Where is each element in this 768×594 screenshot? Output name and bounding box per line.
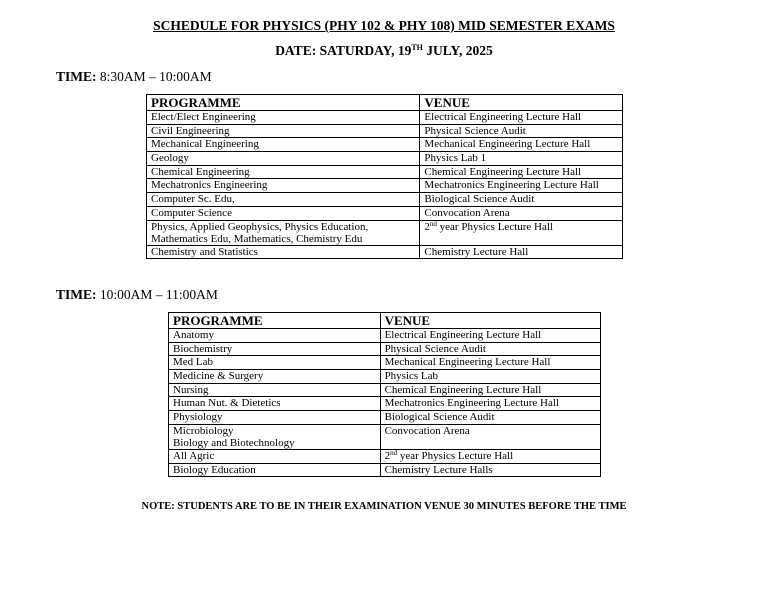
venue-cell <box>420 220 623 245</box>
venue-cell: Electrical Engineering Lecture Hall <box>380 329 600 343</box>
session2-time-value: 10:00AM – 11:00AM <box>96 287 218 302</box>
table-row <box>147 138 623 152</box>
venue-cell: Biological Science Audit <box>420 193 623 207</box>
programme-line: Biology and Biotechnology <box>173 436 295 449</box>
session2-time-label: TIME: <box>56 287 97 302</box>
table-row <box>169 383 601 397</box>
table-row <box>147 111 623 125</box>
venue-cell: Chemistry Lecture Halls <box>380 463 600 477</box>
table-row <box>147 179 623 193</box>
date-ordinal: TH <box>411 43 423 52</box>
programme-cell: Chemical Engineering <box>147 165 420 179</box>
venue-cell: Electrical Engineering Lecture Hall <box>420 111 623 125</box>
venue-cell: Mechanical Engineering Lecture Hall <box>420 138 623 152</box>
table-row <box>169 463 601 477</box>
venue-text: year Physics Lecture Hall <box>436 220 553 233</box>
table-row <box>169 411 601 425</box>
venue-cell: Mechatronics Engineering Lecture Hall <box>380 397 600 411</box>
table-header-row <box>169 313 601 329</box>
venue-cell: Biological Science Audit <box>380 411 600 425</box>
session2-time <box>56 287 218 303</box>
exam-date <box>0 43 768 59</box>
table-row <box>147 220 623 245</box>
venue-cell: Chemical Engineering Lecture Hall <box>380 383 600 397</box>
programme-header: PROGRAMME <box>169 313 381 329</box>
session1-time-label: TIME: <box>56 69 97 84</box>
session2-table <box>168 312 601 477</box>
programme-cell <box>169 424 381 449</box>
date-prefix: DATE: SATURDAY, 19 <box>275 43 412 58</box>
programme-cell: Mechatronics Engineering <box>147 179 420 193</box>
venue-cell: Physical Science Audit <box>420 124 623 138</box>
programme-cell: Civil Engineering <box>147 124 420 138</box>
programme-cell <box>147 220 420 245</box>
venue-cell: Physics Lab <box>380 370 600 384</box>
programme-cell: Mechanical Engineering <box>147 138 420 152</box>
programme-cell: Computer Sc. Edu, <box>147 193 420 207</box>
programme-cell: Human Nut. & Dietetics <box>169 397 381 411</box>
programme-cell: Anatomy <box>169 329 381 343</box>
programme-line: Physics, Applied Geophysics, Physics Education, <box>151 220 369 233</box>
table-row <box>147 245 623 259</box>
table-row <box>147 165 623 179</box>
venue-ordinal-number: 2 <box>384 449 391 462</box>
table-row <box>169 449 601 463</box>
programme-cell: Chemistry and Statistics <box>147 245 420 259</box>
programme-cell: Med Lab <box>169 356 381 370</box>
table-row <box>169 342 601 356</box>
table-row <box>169 424 601 449</box>
table-header-row <box>147 95 623 111</box>
programme-cell: Medicine & Surgery <box>169 370 381 384</box>
venue-header: VENUE <box>380 313 600 329</box>
programme-cell: Physiology <box>169 411 381 425</box>
date-suffix: JULY, 2025 <box>422 43 493 58</box>
venue-cell: Chemical Engineering Lecture Hall <box>420 165 623 179</box>
venue-ordinal-suffix: nd <box>390 448 398 457</box>
programme-cell: Nursing <box>169 383 381 397</box>
programme-cell: Computer Science <box>147 206 420 220</box>
programme-cell: All Agric <box>169 449 381 463</box>
session1-table <box>146 94 623 259</box>
programme-line: Mathematics Edu, Mathematics, Chemistry Edu <box>151 232 363 245</box>
session1-time-value: 8:30AM – 10:00AM <box>96 69 212 84</box>
venue-cell: Physics Lab 1 <box>420 152 623 166</box>
programme-cell: Biology Education <box>169 463 381 477</box>
venue-ordinal-number: 2 <box>424 220 430 233</box>
table-row <box>147 193 623 207</box>
venue-cell <box>380 449 600 463</box>
session1-time <box>56 69 212 85</box>
table-row <box>169 397 601 411</box>
table-row <box>169 356 601 370</box>
venue-cell: Physical Science Audit <box>380 342 600 356</box>
venue-header: VENUE <box>420 95 623 111</box>
venue-cell: Convocation Arena <box>380 424 600 449</box>
programme-line: Microbiology <box>173 424 234 437</box>
table-row <box>169 370 601 384</box>
table-row <box>147 152 623 166</box>
programme-cell: Geology <box>147 152 420 166</box>
venue-text: year Physics Lecture Hall <box>397 449 514 462</box>
programme-cell: Biochemistry <box>169 342 381 356</box>
programme-cell: Elect/Elect Engineering <box>147 111 420 125</box>
venue-cell: Mechanical Engineering Lecture Hall <box>380 356 600 370</box>
venue-cell: Mechatronics Engineering Lecture Hall <box>420 179 623 193</box>
table-row <box>147 124 623 138</box>
document-title: SCHEDULE FOR PHYSICS (PHY 102 & PHY 108) MID SEMESTER EXAMS <box>153 18 615 33</box>
table-row <box>147 206 623 220</box>
venue-cell: Chemistry Lecture Hall <box>420 245 623 259</box>
programme-header: PROGRAMME <box>147 95 420 111</box>
table-row <box>169 329 601 343</box>
venue-cell: Convocation Arena <box>420 206 623 220</box>
venue-ordinal-suffix: nd <box>429 219 437 228</box>
exam-note: NOTE: STUDENTS ARE TO BE IN THEIR EXAMINATION VENUE 30 MINUTES BEFORE THE TIME <box>141 501 627 512</box>
